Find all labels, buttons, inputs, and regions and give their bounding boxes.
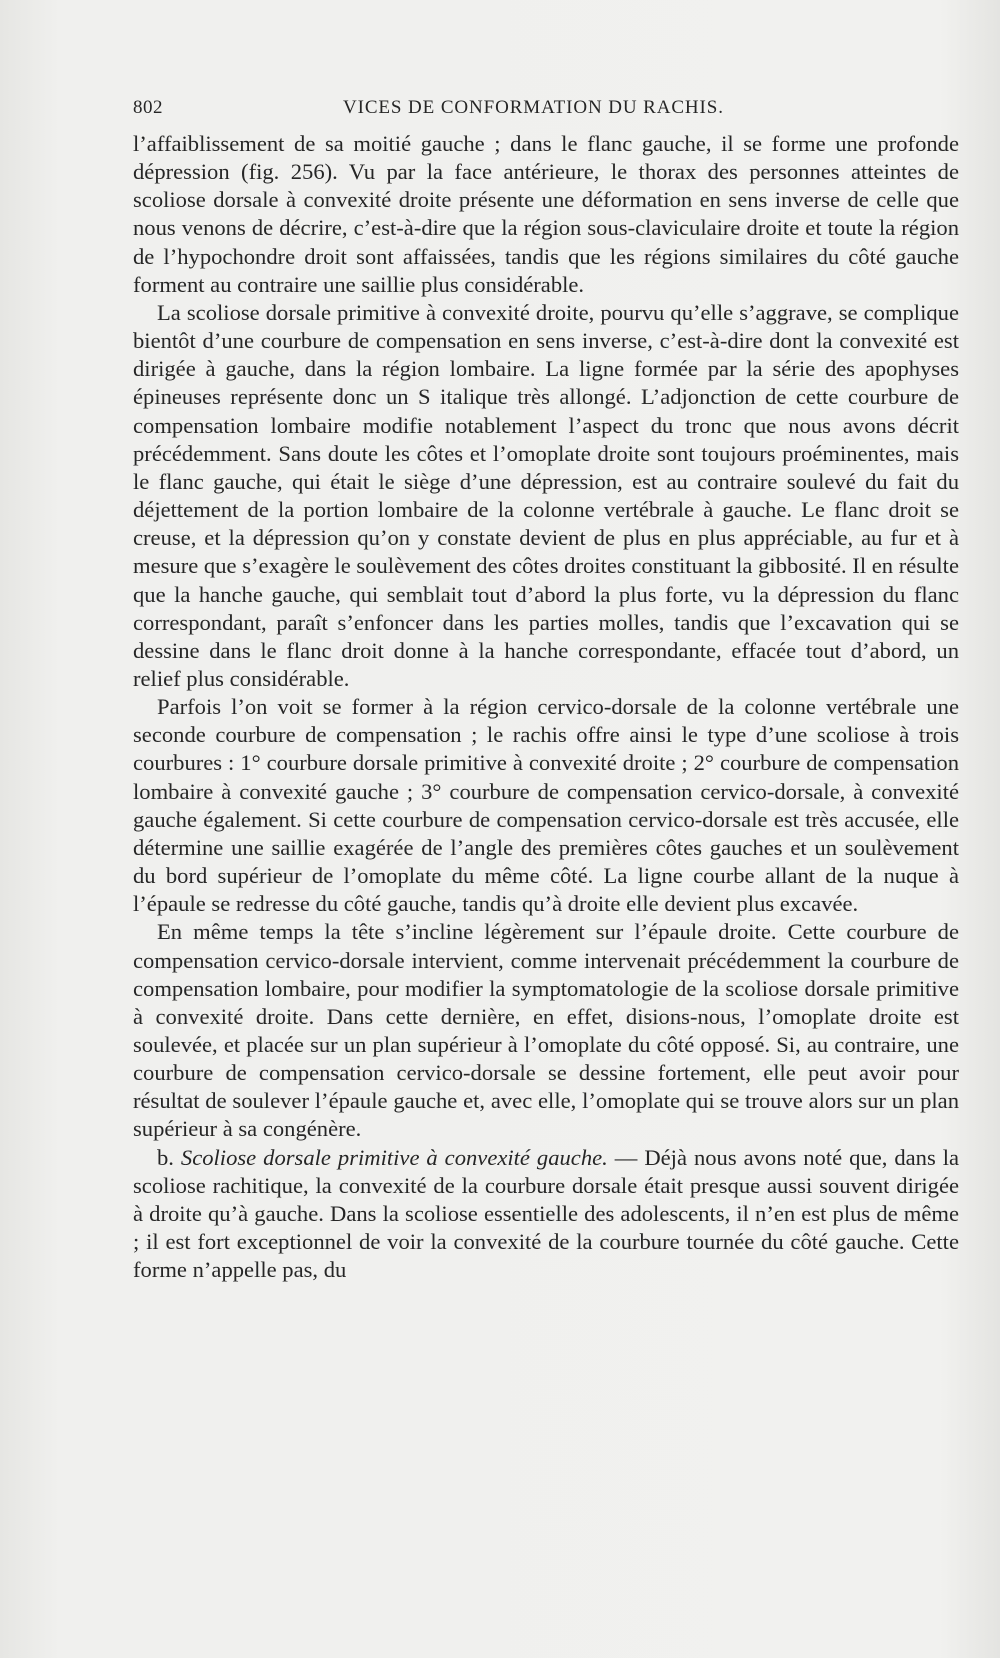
paragraph-1: l’affaiblissement de sa moitié gauche ; dans le flanc gauche, il se forme une profonde dépression (fig. 256). Vu par la face antérieure, le thorax des personnes atteintes de scoliose dorsale à convexité droite présente une déformation en sens inverse de celle que nous venons de décrire, c’est-à-dire que la région sous-claviculaire droite et toute la région de l’hypochondre droit sont affaissées, tandis que les régions similaires du côté gauche forment au contraire une saillie plus considérable. [133,131,959,297]
paragraph-5-text: — Déjà nous avons noté que, dans la scoliose rachitique, la convexité de la courbure dorsale était presque aussi souvent dirigée à droite qu’à gauche. Dans la scoliose essentielle des adolescents, il n’en est plus de même ; il est fort exceptionnel de voir la convexité de la courbure tournée du côté gauche. Cette forme n’appelle pas, du [133,1144,960,1283]
page-number: 802 [133,97,163,118]
page-header [133,97,959,127]
running-title: VICES DE CONFORMATION DU RACHIS. [343,97,724,118]
paragraph-4: En même temps la tête s’incline légèrement sur l’épaule droite. Cette courbure de compensation cervico-dorsale intervient, comme intervenait précédemment la courbure de compensation lombaire, pour modifier la symptomatologie de la scoliose dorsale primitive à convexité droite. Dans cette dernière, en effet, disions-nous, l’omoplate droite est soulevée, et placée sur un plan supérieur à l’omoplate du côté opposé. Si, au contraire, une courbure de compensation cervico-dorsale se dessine fortement, elle peut avoir pour résultat de soulever l’épaule gauche et, avec elle, l’omoplate qui se trouve alors sur un plan supérieur à sa congénère. [133,919,959,1142]
section-marker: b. [157,1144,181,1170]
section-heading: Scoliose dorsale primitive à convexité gauche. [180,1144,608,1170]
paragraph-5 [133,1144,959,1285]
paragraph-3: Parfois l’on voit se former à la région cervico-dorsale de la colonne vertébrale une seconde courbure de compensation ; le rachis offre ainsi le type d’une scoliose à trois courbures : 1° courbure dorsale primitive à convexité droite ; 2° courbure de compensation lombaire à convexité gauche ; 3° courbure de compensation cervico-dorsale, à convexité gauche également. Si cette courbure de compensation cervico-dorsale est très accusée, elle détermine une saillie exagérée de l’angle des premières côtes gauches et un soulèvement du bord supérieur de l’omoplate du même côté. La ligne courbe allant de la nuque à l’épaule se redresse du côté gauche, tandis qu’à droite elle devient plus excavée. [133,694,959,917]
page-body [133,130,959,1284]
paragraph-2: La scoliose dorsale primitive à convexité droite, pourvu qu’elle s’aggrave, se complique bientôt d’une courbure de compensation en sens inverse, c’est-à-dire dont la convexité est dirigée à gauche, dans la région lombaire. La ligne formée par la série des apophyses épineuses représente donc un S italique très allongé. L’adjonction de cette courbure de compensation lombaire modifie notablement l’aspect du tronc que nous avons décrit précédemment. Sans doute les côtes et l’omoplate droite sont toujours proéminentes, mais le flanc gauche, qui était le siège d’une dépression, est au contraire soulevé du fait du déjettement de la portion lombaire de la colonne vertébrale à gauche. Le flanc droit se creuse, et la dépression qu’on y constate devient de plus en plus appréciable, au fur et à mesure que s’exagère le soulèvement des côtes droites constituant la gibbosité. Il en résulte que la hanche gauche, qui semblait tout d’abord la plus forte, vu la dépression du flanc correspondant, paraît s’enfoncer dans les parties molles, tandis que l’excavation qui se dessine dans le flanc droit donne à la hanche correspondante, effacée tout d’abord, un relief plus considérable. [133,299,959,691]
